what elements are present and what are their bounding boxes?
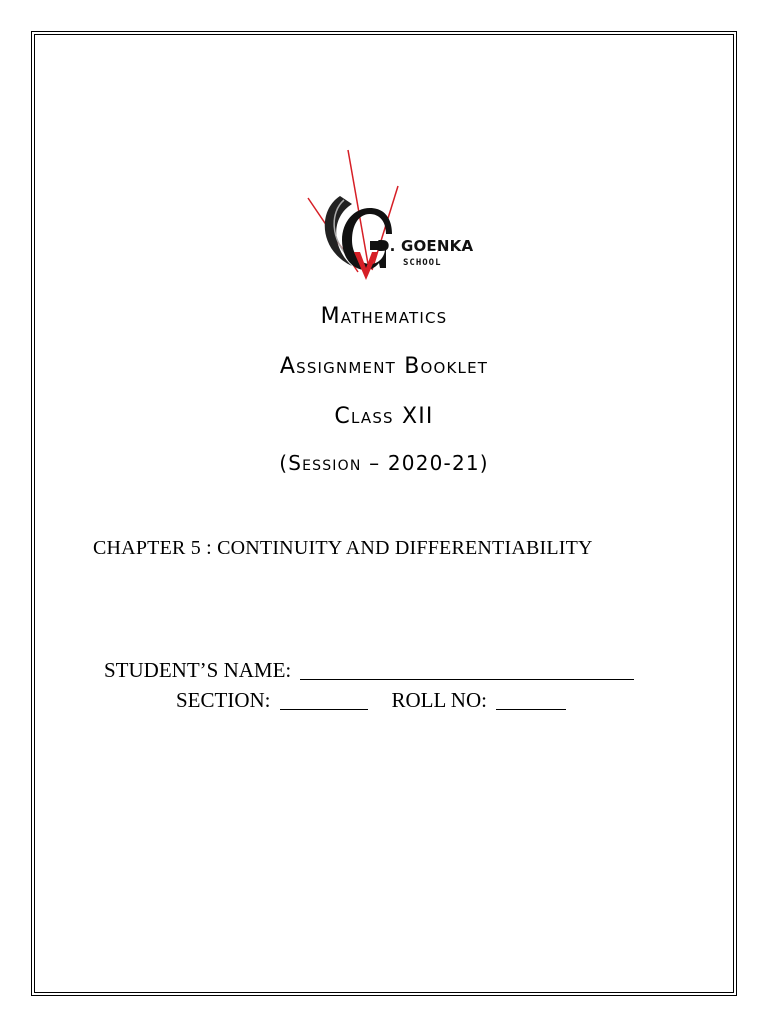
subject-title: Mathematics xyxy=(320,304,448,329)
roll-no-blank[interactable] xyxy=(496,691,566,710)
school-subtitle: SCHOOL xyxy=(403,258,442,268)
school-logo-icon xyxy=(300,148,470,283)
section-label: SECTION: xyxy=(176,688,271,712)
booklet-title: Assignment Booklet xyxy=(279,354,489,379)
session-title: (Session – 2020-21) xyxy=(279,451,489,475)
student-name-blank[interactable] xyxy=(300,661,634,680)
chapter-title: CHAPTER 5 : CONTINUITY AND DIFFERENTIABILITY xyxy=(93,537,593,559)
school-name: D. GOENKA xyxy=(377,237,474,255)
section-roll-row xyxy=(176,688,566,713)
class-title: Class XII xyxy=(334,404,434,429)
student-name-label: STUDENT’S NAME: xyxy=(104,658,292,682)
roll-no-label: ROLL NO: xyxy=(391,688,487,712)
student-name-row xyxy=(104,658,634,683)
section-blank[interactable] xyxy=(280,691,368,710)
